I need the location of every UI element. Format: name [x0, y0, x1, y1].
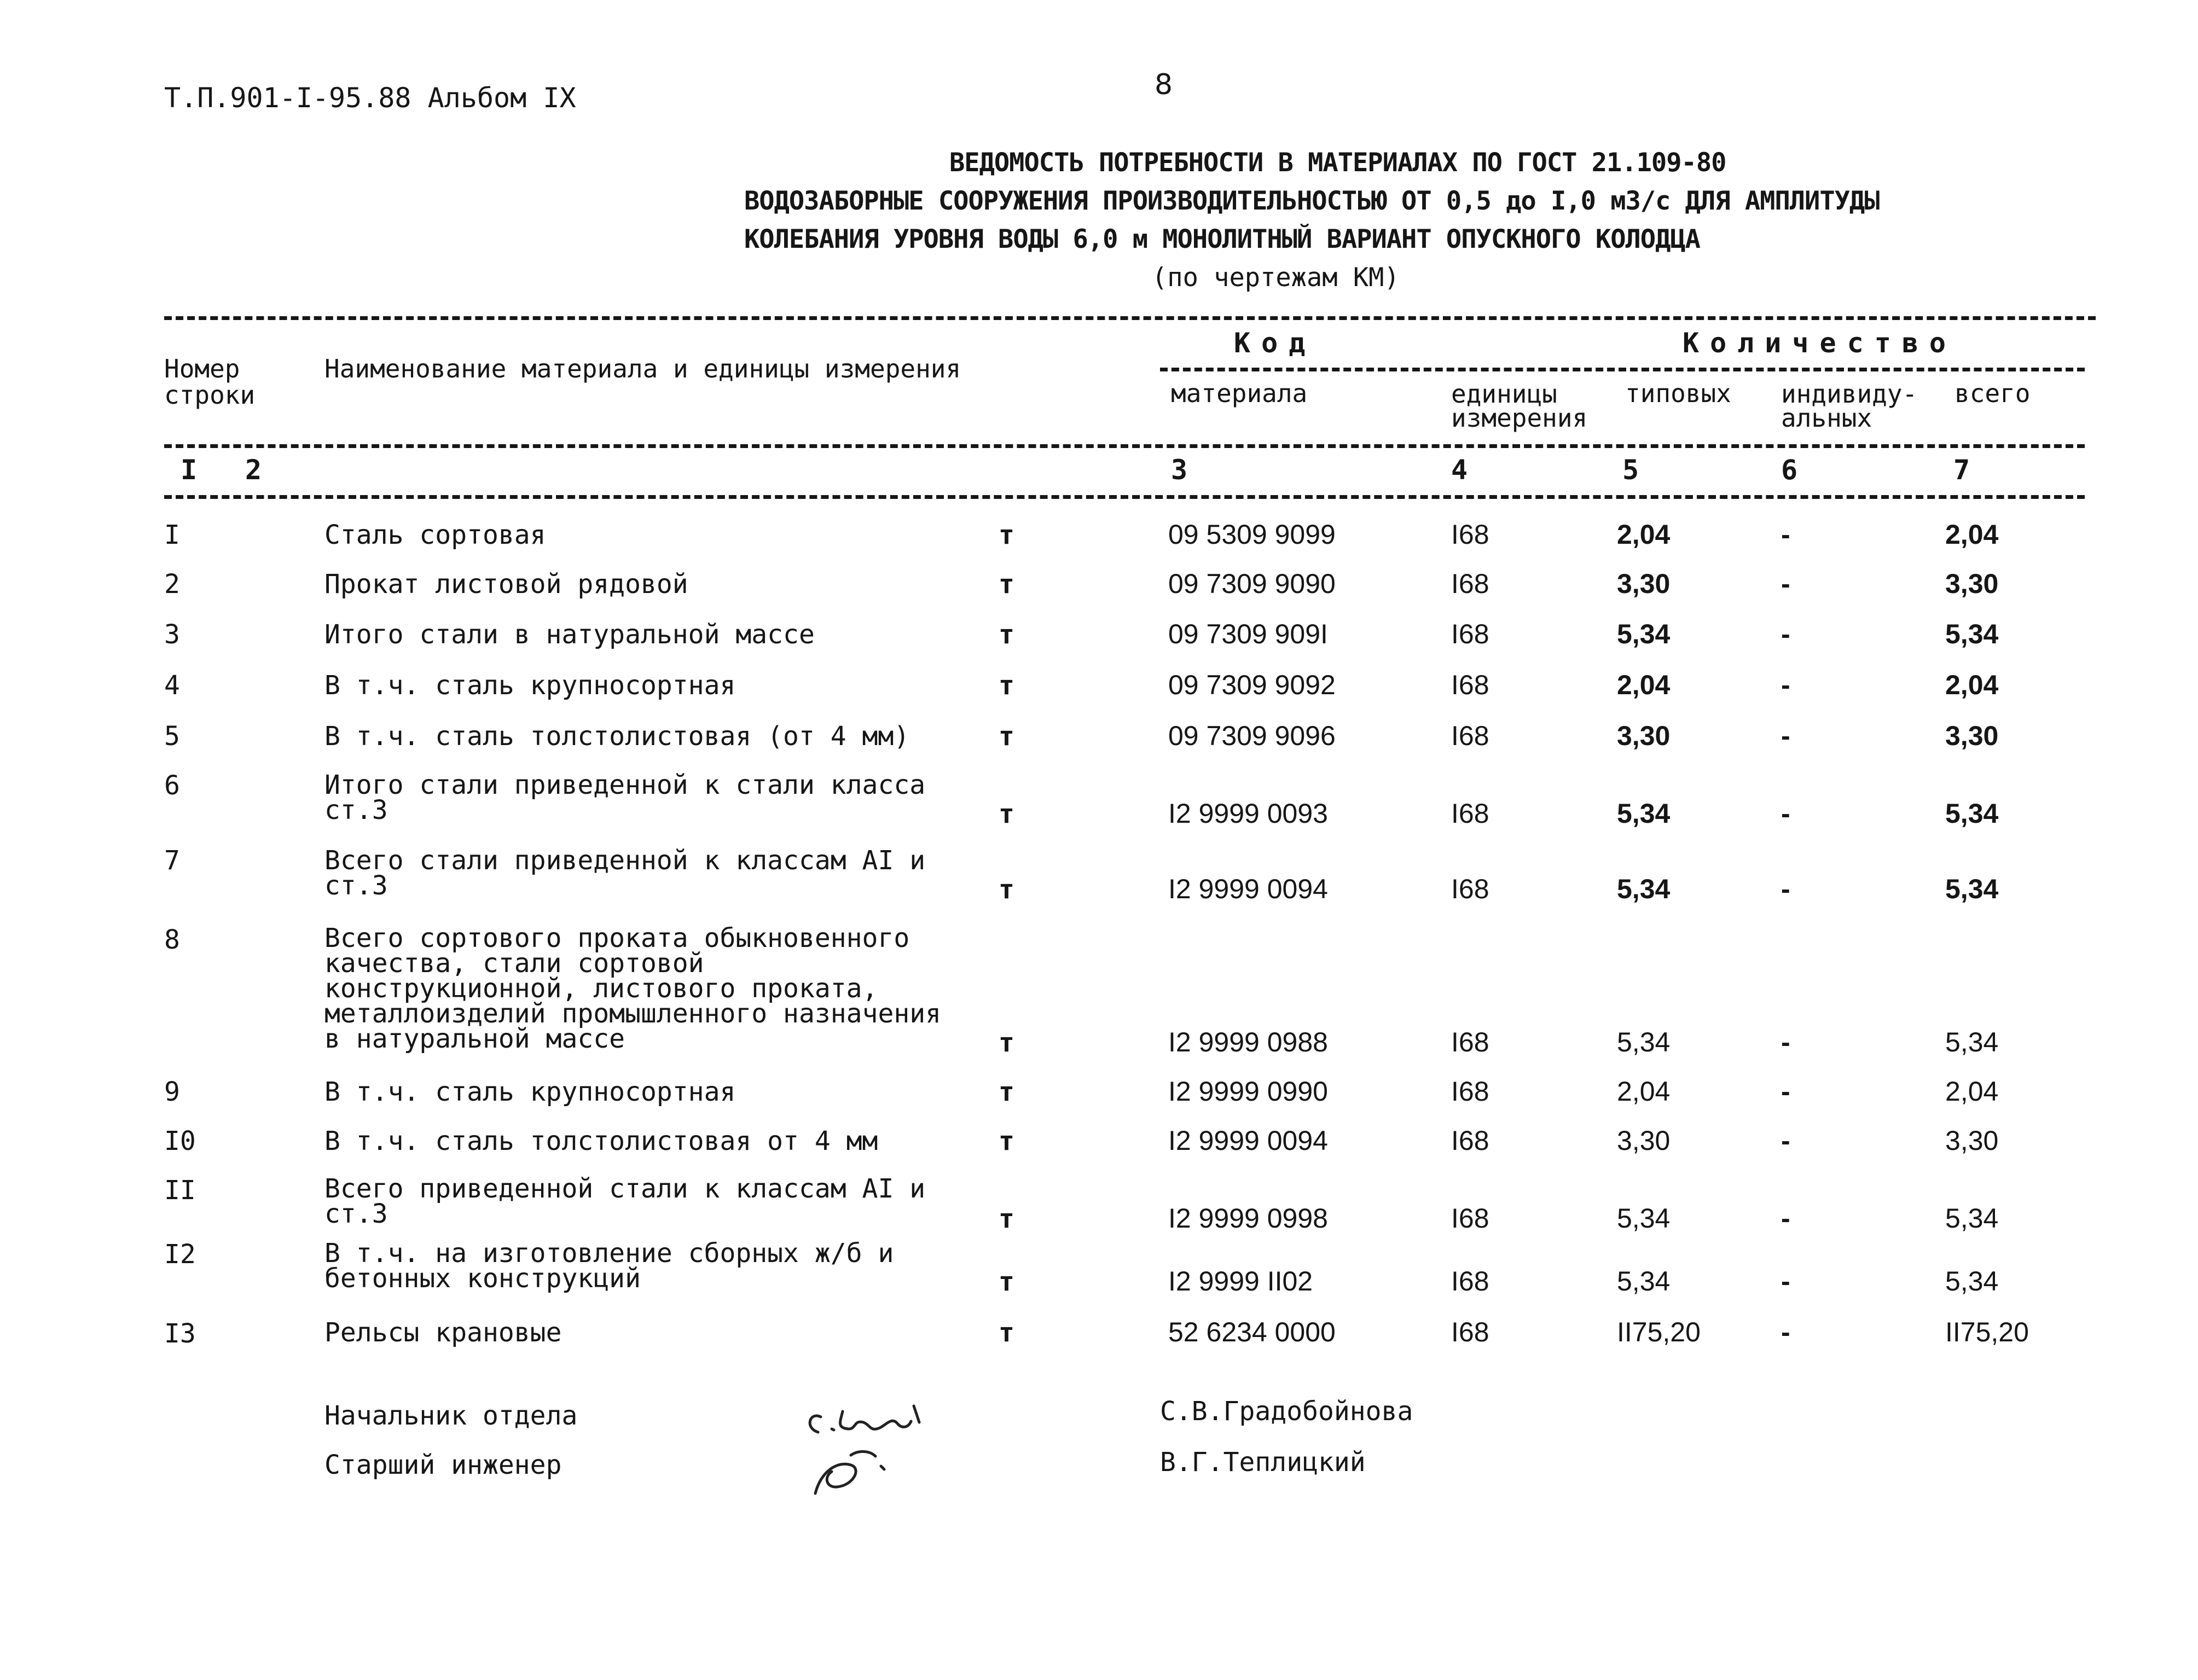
unit-mark: т: [999, 520, 1014, 550]
material-code: I2 9999 II02: [1168, 1266, 1313, 1297]
column-number: 6: [1781, 454, 1798, 486]
typical-qty: 3,30: [1617, 1125, 1671, 1156]
row-number: 4: [164, 670, 180, 701]
material-name: Итого стали приведенной к стали класса ст.3: [324, 770, 926, 826]
unit-code: I68: [1451, 1203, 1489, 1234]
row-number: I3: [164, 1318, 196, 1349]
material-code: I2 9999 0094: [1168, 1125, 1328, 1156]
unit-mark: т: [999, 1317, 1014, 1348]
material-name: Всего стали приведенной к классам AI и ст.3: [324, 845, 926, 901]
unit-mark: т: [999, 569, 1014, 600]
unit-code: I68: [1451, 874, 1489, 904]
material-code: I2 9999 0094: [1168, 874, 1328, 904]
unit-mark: т: [999, 799, 1014, 829]
signature-role: Старший инженер: [324, 1450, 562, 1480]
rule-header-bottom: [164, 444, 2085, 448]
individual-qty: -: [1781, 720, 1790, 751]
header-quantity-group: Количество: [1683, 327, 1957, 359]
page-number: 8: [1155, 68, 1173, 101]
row-number: 7: [164, 845, 180, 876]
unit-code: I68: [1451, 568, 1489, 599]
material-name: Сталь сортовая: [324, 520, 546, 550]
typical-qty: 5,34: [1617, 1027, 1671, 1057]
typical-qty: 5,34: [1617, 1266, 1671, 1297]
total-qty: 5,34: [1945, 798, 1999, 829]
material-code: I2 9999 0998: [1168, 1203, 1328, 1234]
material-code: 09 5309 9099: [1168, 519, 1336, 550]
material-code: I2 9999 0990: [1168, 1076, 1328, 1107]
unit-code: I68: [1451, 1076, 1489, 1107]
unit-mark: т: [999, 1077, 1014, 1107]
header-code-group: Код: [1234, 327, 1317, 359]
material-name: В т.ч. сталь крупносортная: [324, 1077, 736, 1107]
row-number: 8: [164, 925, 180, 955]
title-line-3: КОЛЕБАНИЯ УРОВНЯ ВОДЫ 6,0 м МОНОЛИТНЫЙ ВАРИАНТ ОПУСКНОГО КОЛОДЦА: [744, 224, 1700, 254]
header-individual: индивиду- альных: [1781, 379, 1918, 433]
typical-qty: 5,34: [1617, 874, 1671, 904]
unit-code: I68: [1451, 619, 1489, 649]
individual-qty: -: [1781, 1125, 1790, 1156]
row-number: 5: [164, 721, 180, 752]
material-code: 09 7309 9092: [1168, 670, 1336, 700]
typical-qty: 5,34: [1617, 1203, 1671, 1234]
signature-name: В.Г.Теплицкий: [1160, 1447, 1366, 1478]
handwritten-signature-image: [799, 1390, 974, 1504]
typical-qty: 2,04: [1617, 519, 1671, 550]
individual-qty: -: [1781, 619, 1790, 649]
individual-qty: -: [1781, 1027, 1790, 1057]
unit-code: I68: [1451, 1027, 1489, 1057]
column-number: 3: [1171, 454, 1188, 486]
material-name: Итого стали в натуральной массе: [324, 619, 815, 650]
unit-mark: т: [999, 1027, 1014, 1058]
individual-qty: -: [1781, 519, 1790, 550]
total-qty: 5,34: [1945, 1266, 1999, 1297]
unit-mark: т: [999, 670, 1014, 701]
individual-qty: -: [1781, 1203, 1790, 1234]
individual-qty: -: [1781, 1317, 1790, 1347]
title-line-4: (по чертежам КМ): [1152, 263, 1400, 293]
header-typical: типовых: [1625, 379, 1731, 408]
total-qty: 3,30: [1945, 1125, 1999, 1156]
material-name: Всего сортового проката обыкновенного качества, стали сортовой конструкционной, листового проката, металлоизделий промышленного назначения в натуральной массе: [324, 923, 942, 1054]
signature-name: С.В.Градобойнова: [1160, 1396, 1413, 1427]
total-qty: II75,20: [1945, 1317, 2029, 1347]
material-code: 09 7309 909I: [1168, 619, 1328, 649]
unit-mark: т: [999, 619, 1014, 650]
material-name: В т.ч. сталь толстолистовая от 4 мм: [324, 1126, 878, 1156]
column-number: 4: [1451, 454, 1468, 486]
column-number: 5: [1622, 454, 1639, 486]
individual-qty: -: [1781, 568, 1790, 599]
total-qty: 5,34: [1945, 874, 1999, 904]
typical-qty: 5,34: [1617, 798, 1671, 829]
unit-mark: т: [999, 721, 1014, 752]
unit-code: I68: [1451, 1125, 1489, 1156]
unit-code: I68: [1451, 720, 1489, 751]
column-number: I: [181, 454, 198, 486]
column-number: 2: [245, 454, 262, 486]
unit-mark: т: [999, 1126, 1014, 1156]
unit-code: I68: [1451, 1317, 1489, 1347]
typical-qty: II75,20: [1617, 1317, 1701, 1347]
header-unit-code: единицы измерения: [1451, 379, 1588, 433]
unit-code: I68: [1451, 519, 1489, 550]
material-code: 09 7309 9090: [1168, 568, 1336, 599]
material-code: 09 7309 9096: [1168, 720, 1336, 751]
total-qty: 5,34: [1945, 1203, 1999, 1234]
unit-mark: т: [999, 874, 1014, 905]
total-qty: 2,04: [1945, 670, 1999, 700]
material-name: В т.ч. на изготовление сборных ж/б и бетонных конструкций: [324, 1238, 894, 1294]
column-number: 7: [1953, 454, 1970, 486]
individual-qty: -: [1781, 670, 1790, 700]
typical-qty: 2,04: [1617, 1076, 1671, 1107]
header-material-name: Наименование материала и единицы измерения: [324, 354, 961, 383]
rule-colnum-bottom: [164, 495, 2085, 499]
total-qty: 2,04: [1945, 1076, 1999, 1107]
unit-code: I68: [1451, 670, 1489, 700]
material-code: I2 9999 0093: [1168, 798, 1328, 829]
total-qty: 5,34: [1945, 619, 1999, 649]
material-name: Прокат листовой рядовой: [324, 569, 688, 600]
total-qty: 5,34: [1945, 1027, 1999, 1057]
header-material-code: материала: [1171, 379, 1308, 408]
row-number: 9: [164, 1077, 180, 1107]
typical-qty: 5,34: [1617, 619, 1671, 649]
individual-qty: -: [1781, 874, 1790, 904]
material-name: В т.ч. сталь толстолистовая (от 4 мм): [324, 721, 910, 752]
material-name: В т.ч. сталь крупносортная: [324, 670, 736, 701]
signature-role: Начальник отдела: [324, 1400, 578, 1431]
row-number: II: [164, 1175, 196, 1206]
material-code: I2 9999 0988: [1168, 1027, 1328, 1057]
title-line-1: ВЕДОМОСТЬ ПОТРЕБНОСТИ В МАТЕРИАЛАХ ПО ГОСТ 21.109-80: [949, 148, 1726, 178]
header-total: всего: [1955, 379, 2031, 408]
unit-code: I68: [1451, 798, 1489, 829]
typical-qty: 2,04: [1617, 670, 1671, 700]
row-number: 3: [164, 619, 180, 650]
row-number: I: [164, 520, 180, 550]
typical-qty: 3,30: [1617, 720, 1671, 751]
individual-qty: -: [1781, 1076, 1790, 1107]
total-qty: 3,30: [1945, 568, 1999, 599]
material-code: 52 6234 0000: [1168, 1317, 1336, 1347]
rule-top: [164, 316, 2096, 320]
unit-code: I68: [1451, 1266, 1489, 1297]
header-row-number: Номер строки: [164, 354, 256, 410]
row-number: I0: [164, 1126, 196, 1156]
document-reference: Т.П.901-I-95.88 Альбом IX: [164, 82, 576, 114]
material-name: Рельсы крановые: [324, 1317, 562, 1348]
rule-group-split: [1160, 368, 2085, 371]
unit-mark: т: [999, 1204, 1014, 1234]
unit-mark: т: [999, 1266, 1014, 1297]
row-number: I2: [164, 1239, 196, 1270]
individual-qty: -: [1781, 1266, 1790, 1297]
typical-qty: 3,30: [1617, 568, 1671, 599]
row-number: 6: [164, 770, 180, 801]
material-name: Всего приведенной стали к классам AI и ст.3: [324, 1173, 926, 1229]
individual-qty: -: [1781, 798, 1790, 829]
total-qty: 3,30: [1945, 720, 1999, 751]
title-line-2: ВОДОЗАБОРНЫЕ СООРУЖЕНИЯ ПРОИЗВОДИТЕЛЬНОСТЬЮ ОТ 0,5 до I,0 м3/с ДЛЯ АМПЛИТУДЫ: [744, 186, 1880, 216]
row-number: 2: [164, 569, 180, 600]
total-qty: 2,04: [1945, 519, 1999, 550]
